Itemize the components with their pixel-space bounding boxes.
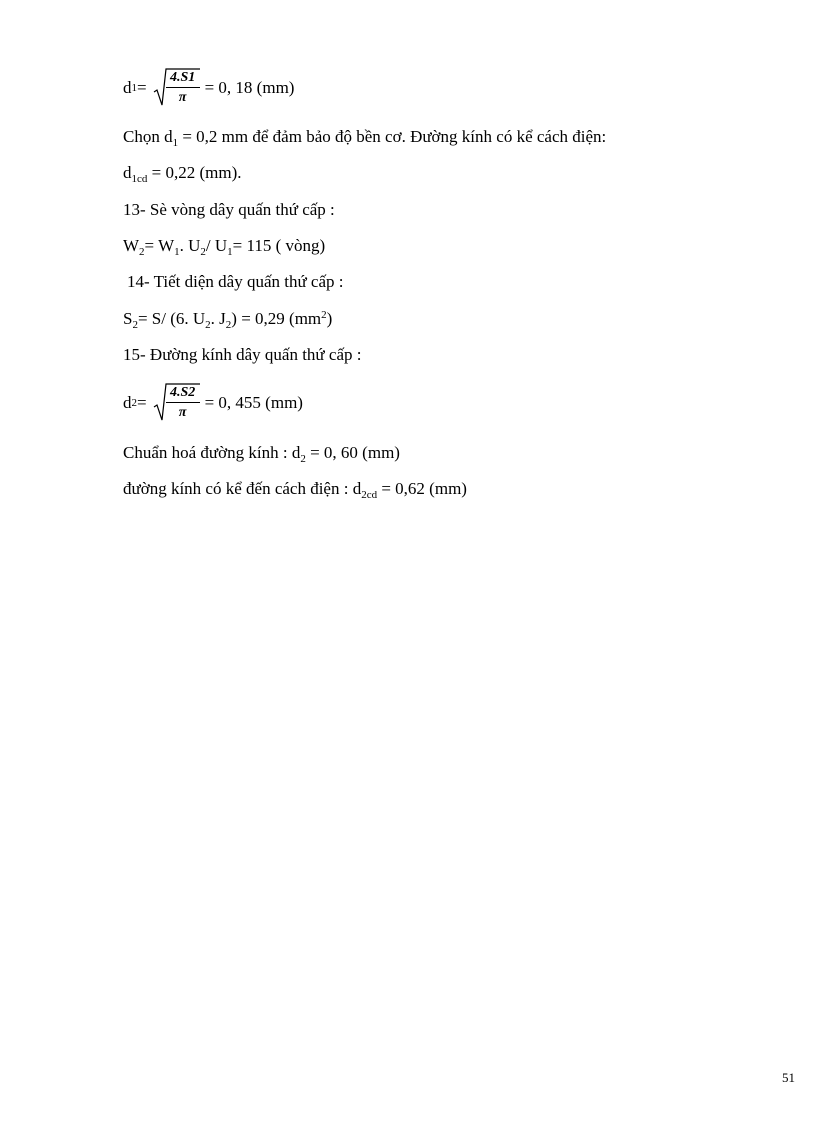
line-d1cd: $d_{1cd} = 0,22$ (mm). — [123, 163, 242, 185]
fraction-denominator-2: π — [178, 405, 187, 420]
line-d2-formula: d 2 = $\frac{4.S2}{\pi}$ = 0, 455 (mm) — [123, 383, 303, 423]
page-number: 51 — [782, 1070, 795, 1085]
fraction-numerator-1: 4.S1 — [166, 70, 200, 88]
line-d2cd: đường kính có kể đến cách điện : $d_{2cd} = 0,62$ (mm) — [123, 479, 467, 501]
fraction-denominator-1: π — [178, 90, 187, 105]
sqrt-symbol-1 — [153, 68, 201, 108]
d1-equals: = — [137, 78, 147, 97]
heading-14: 14- Tiết diện dây quấn thứ cấp : — [127, 272, 344, 291]
fraction-numerator-2: 4.S2 — [166, 385, 200, 403]
d2-equals: = — [137, 393, 147, 412]
d2-symbol: d — [123, 393, 132, 412]
line-d1-formula: d 1 = $\frac{4.S1}{\pi}$ = 0, 18 (mm) — [123, 68, 294, 108]
d1-symbol: d — [123, 78, 132, 97]
line-chuan-hoa: Chuẩn hoá đường kính : $d_2 = 0$, 60 (mm) — [123, 443, 400, 465]
line-w2: $W_2= W_1$. $U_2/$ $U_1= 115$ ( vòng) — [123, 236, 326, 258]
d2-result: = 0, 455 (mm) — [204, 393, 303, 412]
sqrt-symbol-2 — [153, 383, 201, 423]
line-s2: $S_2= S/$ (6. $U_2$. $J_2) = 0,29$ $(mm^2)$ — [123, 309, 333, 331]
d1-result: = 0, 18 (mm) — [204, 78, 295, 97]
heading-13: 13- Sè vòng dây quấn thứ cấp : — [123, 200, 335, 219]
line-chon-d1: Chọn $d_1 = 0,2$ mm để đảm bảo độ bền cơ. Đường kính có kể cách điện: — [123, 127, 607, 149]
heading-15: 15- Đường kính dây quấn thứ cấp : — [123, 345, 362, 364]
